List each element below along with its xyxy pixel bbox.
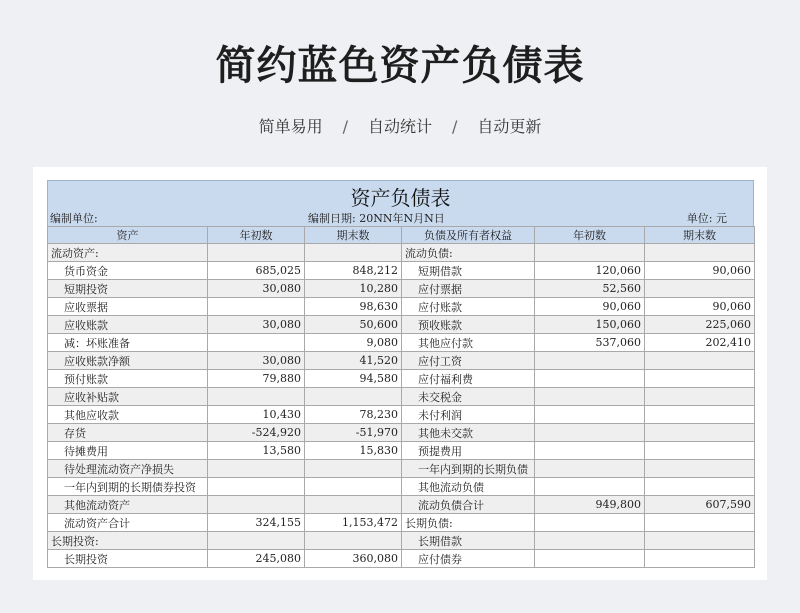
liability-closing-cell [645, 424, 755, 442]
asset-opening-cell: 245,080 [208, 550, 305, 568]
liability-opening-cell [535, 370, 645, 388]
date-label: 编制日期: 20NN年N月N日 [308, 212, 445, 225]
separator: / [342, 117, 348, 136]
asset-closing-cell [305, 496, 402, 514]
tag-auto-update: 自动更新 [477, 117, 542, 136]
liability-closing-cell: 202,410 [645, 334, 755, 352]
liability-name-cell: 一年内到期的长期负债 [402, 460, 535, 478]
asset-closing-cell: 94,580 [305, 370, 402, 388]
table-row [48, 316, 755, 334]
asset-closing-cell: 78,230 [305, 406, 402, 424]
liability-closing-cell: 90,060 [645, 262, 755, 280]
liability-closing-cell [645, 406, 755, 424]
table-row [48, 370, 755, 388]
liability-closing-cell: 90,060 [645, 298, 755, 316]
asset-opening-cell [208, 334, 305, 352]
sheet-title: 资产负债表 [350, 186, 451, 210]
table-row [48, 406, 755, 424]
asset-closing-cell: 9,080 [305, 334, 402, 352]
asset-name-cell: 应收补贴款 [48, 388, 208, 406]
liability-closing-cell: 607,590 [645, 496, 755, 514]
liability-name-cell: 长期负债: [402, 514, 535, 532]
asset-name-cell: 其他流动资产 [48, 496, 208, 514]
liability-opening-cell [535, 244, 645, 262]
asset-opening-cell: -524,920 [208, 424, 305, 442]
asset-closing-cell: 15,830 [305, 442, 402, 460]
liability-name-cell: 应付账款 [402, 298, 535, 316]
liability-name-cell: 应付工资 [402, 352, 535, 370]
asset-opening-cell: 79,880 [208, 370, 305, 388]
asset-name-cell: 应收账款 [48, 316, 208, 334]
liability-name-cell: 应付票据 [402, 280, 535, 298]
asset-opening-cell: 13,580 [208, 442, 305, 460]
liability-closing-cell: 225,060 [645, 316, 755, 334]
liability-opening-cell: 949,800 [535, 496, 645, 514]
asset-name-cell: 长期投资: [48, 532, 208, 550]
liability-opening-cell: 120,060 [535, 262, 645, 280]
asset-opening-cell [208, 532, 305, 550]
liability-opening-cell: 52,560 [535, 280, 645, 298]
separator: / [452, 117, 458, 136]
table-row [48, 460, 755, 478]
liability-opening-cell [535, 406, 645, 424]
table-row [48, 424, 755, 442]
asset-name-cell: 预付账款 [48, 370, 208, 388]
table-row [48, 550, 755, 568]
liability-opening-cell [535, 532, 645, 550]
asset-opening-cell [208, 298, 305, 316]
table-row [48, 478, 755, 496]
liability-opening-cell [535, 478, 645, 496]
asset-opening-cell [208, 496, 305, 514]
asset-name-cell: 货币资金 [48, 262, 208, 280]
asset-closing-cell: 1,153,472 [305, 514, 402, 532]
asset-opening-cell [208, 388, 305, 406]
asset-name-cell: 长期投资 [48, 550, 208, 568]
column-header: 期末数 [305, 227, 402, 244]
liability-closing-cell [645, 442, 755, 460]
asset-closing-cell: 98,630 [305, 298, 402, 316]
table-row [48, 442, 755, 460]
asset-name-cell: 存货 [48, 424, 208, 442]
asset-closing-cell [305, 244, 402, 262]
table-row [48, 244, 755, 262]
asset-name-cell: 待处理流动资产净损失 [48, 460, 208, 478]
table-row [48, 496, 755, 514]
asset-closing-cell [305, 460, 402, 478]
liability-name-cell: 应付债券 [402, 550, 535, 568]
liability-name-cell: 未交税金 [402, 388, 535, 406]
asset-opening-cell [208, 244, 305, 262]
liability-opening-cell: 537,060 [535, 334, 645, 352]
liability-name-cell: 流动负债: [402, 244, 535, 262]
asset-closing-cell: 848,212 [305, 262, 402, 280]
asset-closing-cell: 41,520 [305, 352, 402, 370]
asset-name-cell: 其他应收款 [48, 406, 208, 424]
unit-label: 单位: 元 [686, 212, 727, 225]
column-header: 年初数 [535, 227, 645, 244]
liability-opening-cell [535, 550, 645, 568]
table-row [48, 262, 755, 280]
balance-sheet-table [47, 226, 755, 568]
asset-opening-cell: 30,080 [208, 316, 305, 334]
liability-opening-cell [535, 424, 645, 442]
asset-name-cell: 应收票据 [48, 298, 208, 316]
liability-closing-cell [645, 514, 755, 532]
liability-closing-cell [645, 460, 755, 478]
liability-opening-cell [535, 460, 645, 478]
table-row [48, 298, 755, 316]
liability-closing-cell [645, 388, 755, 406]
tag-auto-stat: 自动统计 [367, 117, 432, 136]
asset-name-cell: 一年内到期的长期债券投资 [48, 478, 208, 496]
liability-name-cell: 预提费用 [402, 442, 535, 460]
column-header: 期末数 [645, 227, 755, 244]
asset-opening-cell: 685,025 [208, 262, 305, 280]
liability-name-cell: 短期借款 [402, 262, 535, 280]
asset-closing-cell [305, 388, 402, 406]
asset-closing-cell: 10,280 [305, 280, 402, 298]
liability-opening-cell [535, 442, 645, 460]
liability-closing-cell [645, 352, 755, 370]
asset-opening-cell: 10,430 [208, 406, 305, 424]
liability-closing-cell [645, 244, 755, 262]
asset-closing-cell: 360,080 [305, 550, 402, 568]
asset-closing-cell [305, 532, 402, 550]
liability-closing-cell [645, 532, 755, 550]
compiler-label: 编制单位: [50, 212, 98, 225]
asset-name-cell: 流动资产合计 [48, 514, 208, 532]
liability-opening-cell [535, 352, 645, 370]
liability-opening-cell [535, 514, 645, 532]
page-title: 简约蓝色资产负债表 [215, 43, 585, 89]
table-row [48, 514, 755, 532]
column-header: 年初数 [208, 227, 305, 244]
liability-name-cell: 预收账款 [402, 316, 535, 334]
liability-name-cell: 流动负债合计 [402, 496, 535, 514]
asset-opening-cell [208, 460, 305, 478]
table-header-row [48, 227, 755, 244]
liability-name-cell: 未付利润 [402, 406, 535, 424]
liability-name-cell: 应付福利费 [402, 370, 535, 388]
asset-name-cell: 流动资产: [48, 244, 208, 262]
liability-opening-cell [535, 388, 645, 406]
liability-closing-cell [645, 550, 755, 568]
asset-opening-cell: 30,080 [208, 352, 305, 370]
feature-tagline [0, 114, 800, 137]
asset-name-cell: 待摊费用 [48, 442, 208, 460]
liability-name-cell: 其他流动负债 [402, 478, 535, 496]
asset-name-cell: 短期投资 [48, 280, 208, 298]
asset-name-cell: 应收账款净额 [48, 352, 208, 370]
asset-opening-cell [208, 478, 305, 496]
asset-name-cell: 减：坏账准备 [48, 334, 208, 352]
tag-easy: 简单易用 [258, 117, 323, 136]
liability-opening-cell: 150,060 [535, 316, 645, 334]
liability-closing-cell [645, 280, 755, 298]
liability-name-cell: 其他应付款 [402, 334, 535, 352]
liability-closing-cell [645, 370, 755, 388]
spreadsheet-preview [33, 167, 767, 580]
column-header: 负债及所有者权益 [402, 227, 535, 244]
table-row [48, 352, 755, 370]
asset-opening-cell: 324,155 [208, 514, 305, 532]
liability-name-cell: 其他未交款 [402, 424, 535, 442]
table-row [48, 280, 755, 298]
column-header: 资产 [48, 227, 208, 244]
liability-opening-cell: 90,060 [535, 298, 645, 316]
table-row [48, 388, 755, 406]
asset-closing-cell: 50,600 [305, 316, 402, 334]
asset-closing-cell [305, 478, 402, 496]
liability-name-cell: 长期借款 [402, 532, 535, 550]
sheet-banner [47, 180, 754, 226]
asset-closing-cell: -51,970 [305, 424, 402, 442]
table-row [48, 334, 755, 352]
table-row [48, 532, 755, 550]
asset-opening-cell: 30,080 [208, 280, 305, 298]
liability-closing-cell [645, 478, 755, 496]
